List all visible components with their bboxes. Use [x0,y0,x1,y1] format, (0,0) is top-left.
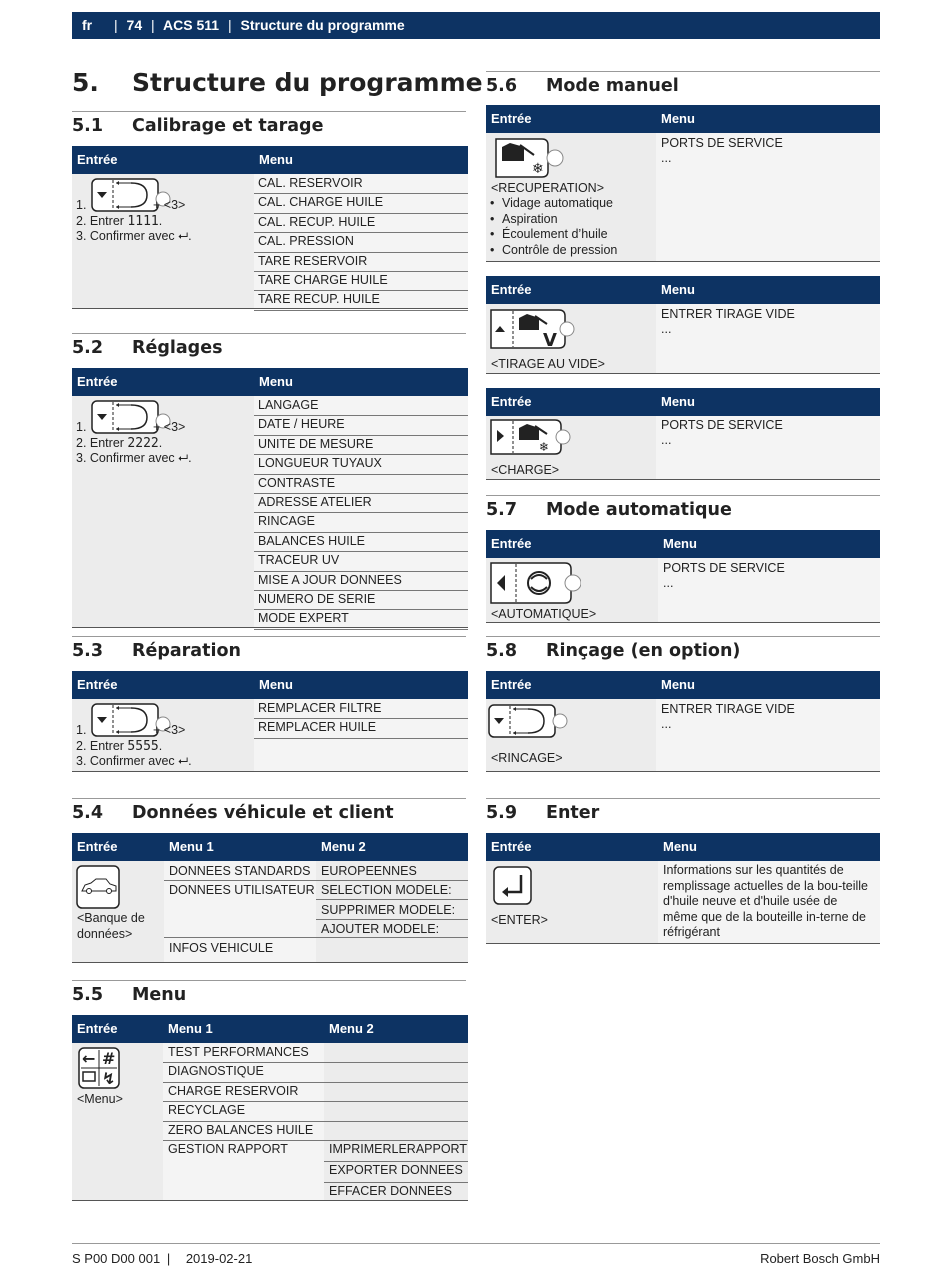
row-divider [254,232,468,233]
entry-caption: <Banque de données> [77,911,145,941]
table-5-6-recuperation [486,105,880,263]
section-number: 5.3 [72,641,104,661]
step-3: 3. Confirmer avec ⮠. [76,229,192,243]
row-divider [254,493,468,494]
menu-keys-icon [78,1047,122,1089]
entry-cell [486,416,656,480]
ellipsis: ... [661,433,672,447]
section-5-4-heading [72,798,466,830]
table-5-1 [72,146,468,310]
code: 2222 [127,435,159,451]
menu-1-item: GESTION RAPPORT [168,1142,288,1156]
menu-item: NUMERO DE SERIE [258,592,376,606]
menu-2-item: EXPORTER DONNEES [329,1163,463,1178]
entry-cell [486,558,658,623]
menu-item: ADRESSE ATELIER [258,495,372,509]
section-title: Mode manuel [546,76,679,96]
menu-1-item: TEST PERFORMANCES [168,1045,309,1059]
header-entree: Entrée [72,833,164,861]
row-divider [163,1062,468,1063]
bullet-list [489,196,617,258]
enter-icon: ⮠ [178,229,189,243]
step-1: 1. [76,420,87,434]
row-divider [254,213,468,214]
header-menu: Menu [656,276,880,304]
svg-text:❄: ❄ [539,440,550,454]
entry-caption: <Menu> [77,1092,123,1106]
ellipsis: ... [661,717,672,731]
menu-item: DATE / HEURE [258,417,345,432]
row-divider [163,1121,468,1122]
entry-caption: <TIRAGE AU VIDE> [491,357,605,371]
menu-item: RINCAGE [258,514,315,529]
section-number: 5.7 [486,500,518,520]
menu-item: UNITE DE MESURE [258,436,374,451]
footer-divider [72,1243,880,1244]
header-menu: Menu [254,671,468,699]
enter-key-icon [493,866,533,906]
table-5-3 [72,671,468,773]
step-1: 1. [76,198,87,212]
list-item: • Vidage automatique [489,196,617,212]
menu-item: LANGAGE [258,398,319,412]
entry-cell [486,861,658,944]
step-1: 1. [76,723,87,737]
menu-1-item: CHARGE RESERVOIR [168,1083,299,1098]
header-sep: | [151,17,155,33]
code: 1111 [127,213,159,229]
header-menu-2: Menu 2 [316,833,468,861]
header-entree: Entrée [486,388,656,416]
ellipsis: ... [661,322,672,336]
menu-item: MODE EXPERT [258,611,349,626]
row-divider [163,1082,468,1083]
section-title: Rinçage (en option) [546,641,741,661]
header-entree: Entrée [72,146,254,174]
menu-1-item: DIAGNOSTIQUE [168,1064,264,1079]
row-divider [254,310,468,311]
row-divider [324,1161,468,1162]
section-5-3-heading [72,636,466,668]
header-menu: Menu [254,146,468,174]
section-5-1-heading [72,111,466,143]
entry-cell [486,133,656,262]
entry-cell [72,861,164,963]
step-3: 3. Confirmer avec ⮠. [76,451,192,465]
menu-item: CONTRASTE [258,475,336,490]
row-divider [254,474,468,475]
section-5-8-heading [486,636,880,668]
section-title: Enter [546,803,600,823]
header-entree: Entrée [486,833,658,861]
section-5-7-heading [486,495,880,527]
menu-item: REMPLACER HUILE [258,720,377,735]
header-page: 74 [126,17,143,33]
row-divider [164,937,468,938]
menu-item: ENTRER TIRAGE VIDE [661,307,795,321]
row-divider [254,590,468,591]
row-divider [254,454,468,455]
header-menu-1: Menu 1 [163,1015,324,1043]
table-5-7 [486,530,880,624]
menu-1-item: RECYCLAGE [168,1103,246,1118]
row-divider [254,609,468,610]
section-5-9-heading [486,798,880,830]
list-item: • Contrôle de pression [489,243,617,259]
section-number: 5.1 [72,116,104,136]
section-title: Menu [132,985,187,1005]
menu-2-item: AJOUTER MODELE: [321,921,440,936]
section-number: 5.5 [72,985,104,1005]
plus-key: + <3> [153,198,186,212]
enter-icon: ⮠ [178,451,189,465]
step-2: 2. Entrer 5555. [76,738,163,754]
menu-cell [658,558,880,623]
table-5-6-tirage [486,276,880,375]
header-menu: Menu [656,388,880,416]
menu-1-item: DONNEES STANDARDS [169,864,311,878]
entry-cell [72,174,254,309]
list-item: • Écoulement d’huile [489,227,617,243]
header-entree: Entrée [486,530,658,558]
entry-caption: <RECUPERATION> [491,181,604,195]
plus-key: + <3> [153,723,186,737]
table-5-8 [486,671,880,773]
table-5-4 [72,833,468,964]
ellipsis: ... [661,151,672,165]
menu-cell [658,861,880,944]
menu-2-item: IMPRIMERLERAPPORT [329,1142,467,1156]
section-title: Réglages [132,338,223,358]
entry-caption: <AUTOMATIQUE> [491,607,597,621]
plus-key: + <3> [153,420,186,434]
row-divider [254,435,468,436]
menu-2-cell [324,1043,468,1201]
header-menu: Menu [656,671,880,699]
menu-item: PORTS DE SERVICE [661,418,783,432]
header-product: ACS 511 [163,17,220,33]
menu-cell [656,133,880,262]
header-menu: Menu [658,833,880,861]
step-2: 2. Entrer 2222. [76,435,163,451]
row-divider [254,193,468,194]
table-5-9 [486,833,880,945]
menu-1-item: DONNEES UTILISATEUR [169,883,315,897]
header-menu-1: Menu 1 [164,833,316,861]
header-sep: | [227,17,232,33]
menu-item: TARE RESERVOIR [258,253,368,268]
row-divider [254,718,468,719]
svg-text:V: V [543,330,557,350]
menu-item: TARE CHARGE HUILE [258,273,388,287]
header-entree: Entrée [486,276,656,304]
footer-doc: S P00 D00 001 | 2019-02-21 [72,1251,253,1266]
menu-item: LONGUEUR TUYAUX [258,456,382,471]
code: 5555 [127,738,159,754]
section-number: 5.6 [486,76,518,96]
menu-1-item: ZERO BALANCES HUILE [168,1122,314,1137]
list-item: • Aspiration [489,212,617,228]
enter-icon: ⮠ [178,754,189,768]
row-divider [164,880,468,881]
section-title: Réparation [132,641,241,661]
row-divider [254,532,468,533]
menu-item: CAL. PRESSION [258,234,354,249]
section-number: 5.4 [72,803,104,823]
menu-item: PORTS DE SERVICE [661,136,783,150]
menu-item: ENTRER TIRAGE VIDE [661,702,795,716]
header-entree: Entrée [72,671,254,699]
header-sep: | [114,17,118,33]
entry-cell [486,699,656,772]
header-entree: Entrée [486,671,656,699]
menu-cell [656,304,880,374]
entry-cell [72,1043,163,1201]
svg-text:←: ← [82,1049,96,1068]
row-divider [316,899,468,900]
charge-icon [489,418,571,456]
row-divider [316,919,468,920]
menu-2-item: SUPPRIMER MODELE: [321,902,456,917]
header-entree: Entrée [486,105,656,133]
menu-item: TARE RECUP. HUILE [258,292,380,307]
row-divider [254,512,468,513]
section-5-2-heading [72,333,466,365]
menu-2-item: EFFACER DONNEES [329,1184,452,1199]
section-number: 5.8 [486,641,518,661]
row-divider [254,252,468,253]
menu-cell [656,699,880,772]
page-header [72,12,880,39]
entry-caption: <CHARGE> [491,463,560,477]
header-entree: Entrée [72,368,254,396]
automatic-icon [489,561,581,605]
chapter-text: Structure du programme [132,68,483,97]
recovery-icon [494,137,564,179]
row-divider [254,738,468,739]
section-5-5-heading [72,980,466,1012]
header-title: Structure du programme [240,17,405,33]
row-divider [254,629,468,630]
section-title: Données véhicule et client [132,803,394,823]
menu-item: CAL. CHARGE HUILE [258,195,384,210]
menu-2-item: SELECTION MODELE: [321,883,452,898]
row-divider [254,290,468,291]
menu-1-item: INFOS VEHICULE [169,941,274,955]
section-title: Calibrage et tarage [132,116,324,136]
svg-text:❄: ❄ [532,161,544,177]
row-divider [254,571,468,572]
row-divider [254,271,468,272]
entry-cell [72,396,254,628]
table-5-2 [72,368,468,628]
svg-text:#: # [102,1049,116,1068]
row-divider [254,415,468,416]
menu-item: CAL. RECUP. HUILE [258,214,376,229]
section-5-6-heading [486,71,880,103]
ellipsis: ... [663,576,674,590]
entry-cell [486,304,656,374]
header-entree: Entrée [72,1015,163,1043]
step-3: 3. Confirmer avec ⮠. [76,754,192,768]
row-divider [254,551,468,552]
entry-caption: <ENTER> [491,913,548,927]
table-5-5 [72,1015,468,1202]
vacuum-icon [489,308,575,350]
entry-cell [72,699,254,772]
header-lang: fr [82,17,93,33]
chapter-number: 5. [72,68,99,97]
header-menu: Menu [656,105,880,133]
menu-description: Informations sur les quantités de remplissage actuelles de la bou-teille d'huile neuve et d'huile usée de même que de la bouteille in-terne de réfrigérant [663,863,868,939]
chapter-title [72,68,483,100]
menu-item: MISE A JOUR DONNEES [258,572,402,587]
menu-item: PORTS DE SERVICE [663,561,785,575]
table-5-6-charge [486,388,880,481]
footer-company: Robert Bosch GmbH [760,1251,880,1266]
row-divider [163,1101,468,1102]
header-menu: Menu [658,530,880,558]
header-menu-2: Menu 2 [324,1015,468,1043]
row-divider [163,1140,468,1141]
entry-caption: <RINCAGE> [491,751,563,765]
menu-item: CAL. RESERVOIR [258,176,363,190]
section-number: 5.2 [72,338,104,358]
section-title: Mode automatique [546,500,732,520]
menu-cell [656,416,880,480]
row-divider [324,1182,468,1183]
car-icon [76,865,122,909]
step-2: 2. Entrer 1111. [76,213,163,229]
rinse-icon [488,704,568,740]
header-menu: Menu [254,368,468,396]
menu-item: TRACEUR UV [258,553,340,568]
section-number: 5.9 [486,803,518,823]
menu-2-item: EUROPEENNES [321,864,417,878]
menu-item: BALANCES HUILE [258,533,365,548]
svg-text:↯: ↯ [102,1069,116,1088]
menu-item: REMPLACER FILTRE [258,701,382,715]
